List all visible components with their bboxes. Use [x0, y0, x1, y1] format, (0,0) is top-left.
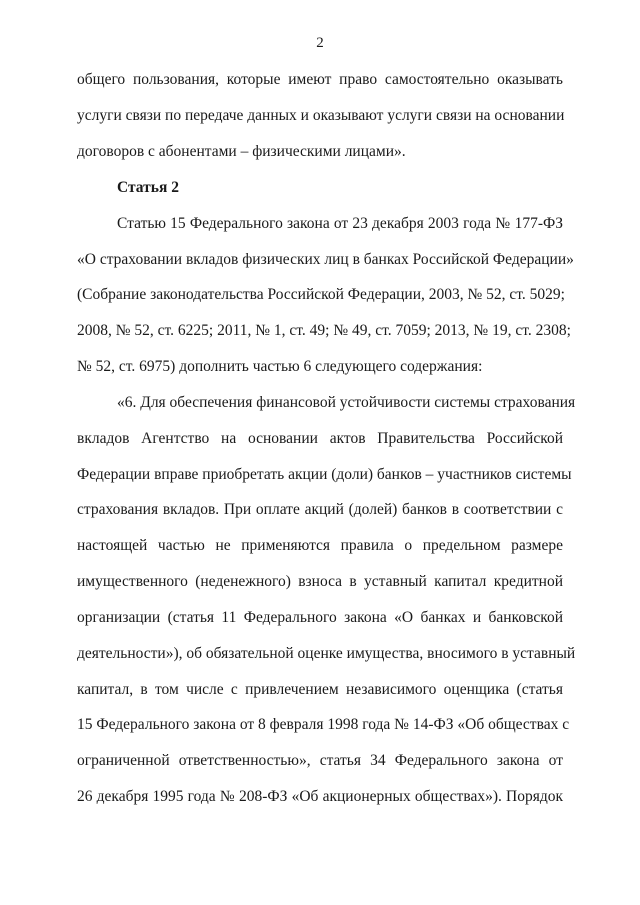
text-line: настоящей частью не применяются правила о предельном размере — [77, 537, 563, 554]
page-number: 2 — [316, 35, 324, 51]
text-line: общего пользования, которые имеют право самостоятельно оказывать — [77, 71, 563, 88]
text-line: имущественного (неденежного) взноса в уставный капитал кредитной — [77, 573, 563, 590]
text-line: № 52, ст. 6975) дополнить частью 6 следующего содержания: — [77, 358, 483, 375]
text-line: (Собрание законодательства Российской Федерации, 2003, № 52, ст. 5029; — [77, 286, 565, 303]
text-line: 2008, № 52, ст. 6225; 2011, № 1, ст. 49; № 49, ст. 7059; 2013, № 19, ст. 2308; — [77, 322, 571, 339]
text-line: страхования вкладов. При оплате акций (долей) банков в соответствии с — [77, 501, 563, 518]
text-line: 26 декабря 1995 года № 208-ФЗ «Об акционерных обществах»). Порядок — [77, 788, 563, 805]
text-line: Федерации вправе приобретать акции (доли) банков – участников системы — [77, 466, 572, 483]
text-line: «О страховании вкладов физических лиц в банках Российской Федерации» — [77, 251, 574, 268]
text-line: вкладов Агентство на основании актов Правительства Российской — [77, 430, 563, 447]
text-line: организации (статья 11 Федерального закона «О банках и банковской — [77, 609, 563, 626]
article-heading: Статья 2 — [117, 179, 179, 196]
text-line: услуги связи по передаче данных и оказывают услуги связи на основании — [77, 107, 565, 124]
text-line: капитал, в том числе с привлечением независимого оценщика (статья — [77, 681, 563, 698]
text-line: ограниченной ответственностью», статья 34 Федерального закона от — [77, 752, 563, 769]
text-line: деятельности»), об обязательной оценке имущества, вносимого в уставный — [77, 645, 576, 662]
text-line: «6. Для обеспечения финансовой устойчивости системы страхования — [117, 394, 576, 411]
text-line: договоров с абонентами – физическими лицами». — [77, 143, 406, 160]
text-line: 15 Федерального закона от 8 февраля 1998 года № 14-ФЗ «Об обществах с — [77, 716, 570, 733]
text-line: Статью 15 Федерального закона от 23 декабря 2003 года № 177-ФЗ — [117, 215, 563, 232]
